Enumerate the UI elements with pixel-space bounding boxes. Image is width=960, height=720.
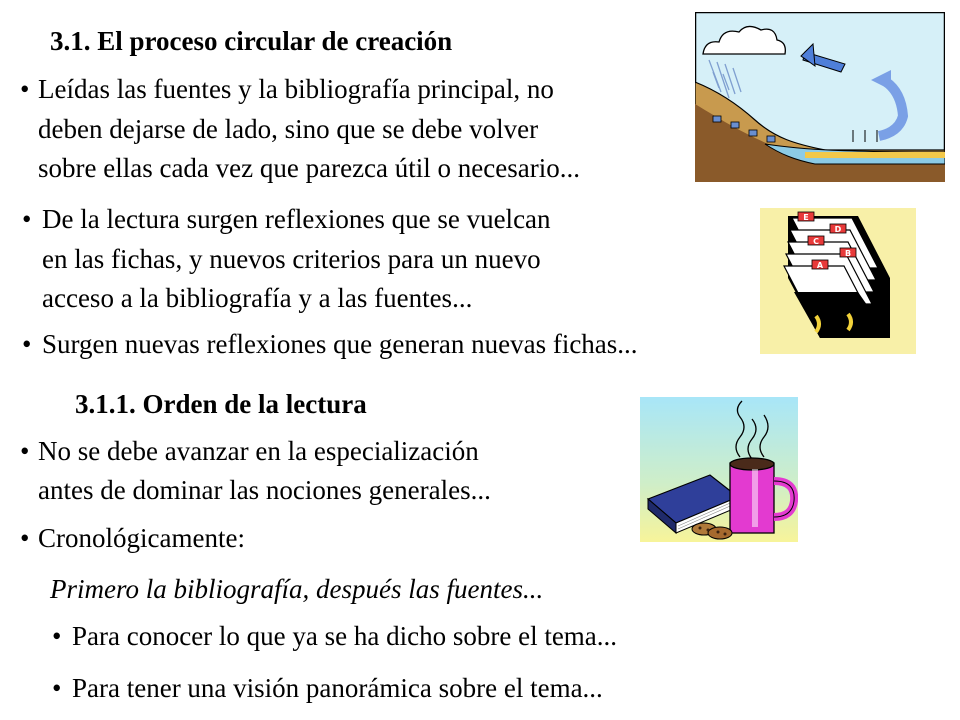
bullet-4-line-2: antes de dominar las nociones generales... [38, 475, 491, 505]
card-tab-d: D [834, 225, 842, 234]
sub-bullet-2: Para tener una visión panorámica sobre el tema... [72, 673, 603, 703]
bullet-3-line-1: Surgen nuevas reflexiones que generan nuevas fichas... [42, 329, 638, 359]
card-tab-c: C [813, 237, 819, 246]
bullet-symbol: • [20, 436, 30, 466]
italic-note: Primero la bibliografía, después las fuentes... [50, 574, 544, 604]
bullet-symbol: • [20, 74, 30, 104]
bullet-1-line-2: deben dejarse de lado, sino que se debe volver [38, 114, 539, 144]
bullet-symbol: • [52, 673, 62, 703]
bullet-symbol: • [22, 204, 32, 234]
bullet-2-line-2: en las fichas, y nuevos criterios para un nuevo [42, 244, 541, 274]
bullet-symbol: • [52, 621, 62, 651]
book-coffee-illustration [640, 397, 798, 542]
bullet-1-line-3: sobre ellas cada vez que parezca útil o necesario... [38, 153, 580, 183]
bullet-symbol: • [22, 329, 32, 359]
sub-bullet-1: Para conocer lo que ya se ha dicho sobre el tema... [72, 621, 618, 651]
subsection-title: 3.1.1. Orden de la lectura [75, 389, 367, 419]
card-tab-a: A [816, 261, 824, 270]
bullet-2-line-1: De la lectura surgen reflexiones que se vuelcan [42, 204, 551, 234]
card-index-illustration [760, 208, 916, 354]
bullet-symbol: • [20, 523, 30, 553]
bullet-2-line-3: acceso a la bibliografía y a las fuentes... [42, 283, 473, 313]
bullet-4-line-1: No se debe avanzar en la especialización [38, 436, 479, 466]
water-cycle-illustration [695, 12, 945, 182]
bullet-1-line-1: Leídas las fuentes y la bibliografía principal, no [38, 74, 554, 104]
card-tab-e: E [803, 213, 809, 222]
card-tab-b: B [844, 249, 852, 258]
section-title: 3.1. El proceso circular de creación [50, 26, 453, 56]
bullet-5-line-1: Cronológicamente: [38, 523, 245, 553]
